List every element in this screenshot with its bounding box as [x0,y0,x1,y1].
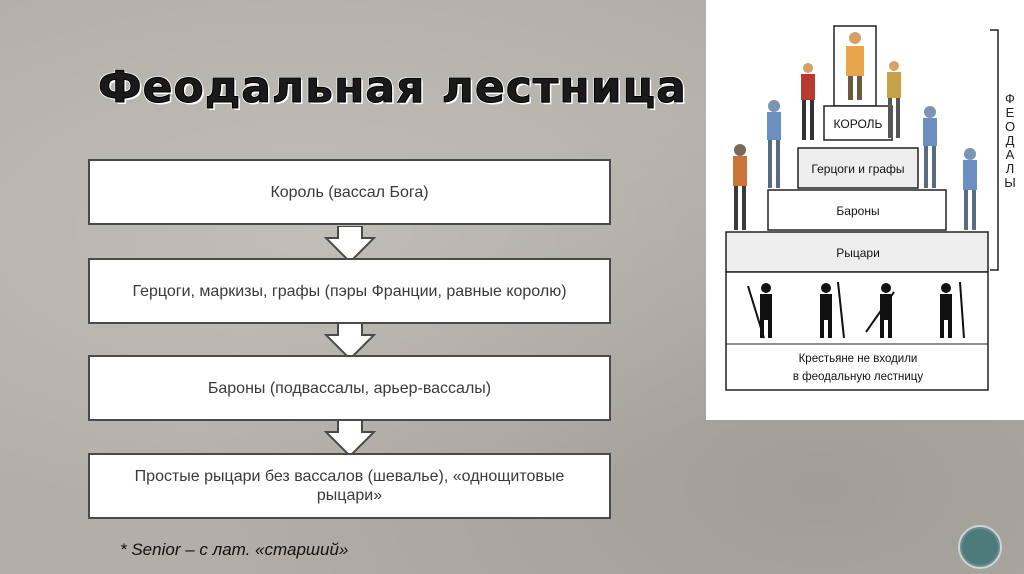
step-label-knights: Рыцари [836,246,880,260]
peasants-caption-line1: Крестьяне не входили [798,353,918,365]
step-label-king: КОРОЛЬ [833,117,883,131]
hierarchy-box-dukes: Герцоги, маркизы, графы (пэры Франции, равные королю) [88,258,611,324]
hierarchy-box-king: Король (вассал Бога) [88,159,611,225]
slide-navigation-button[interactable] [958,525,1002,569]
hierarchy-box-barons: Бароны (подвассалы, арьер-вассалы) [88,355,611,421]
step-label-barons: Бароны [836,204,880,218]
slide-title: Феодальная лестница [98,62,687,113]
feudals-bracket [990,30,998,270]
feudal-ladder-illustration [706,0,1024,420]
peasants-caption-line2: в феодальную лестницу [792,371,924,383]
footnote: * Senior – с лат. «старший» [120,540,349,559]
step-label-dukes: Герцоги и графы [811,162,905,176]
hierarchy-box-knights: Простые рыцари без вассалов (шевалье), «однощитовые рыцари» [88,453,611,519]
side-label-feudals: ФЕОДАЛЫ [1004,91,1016,190]
